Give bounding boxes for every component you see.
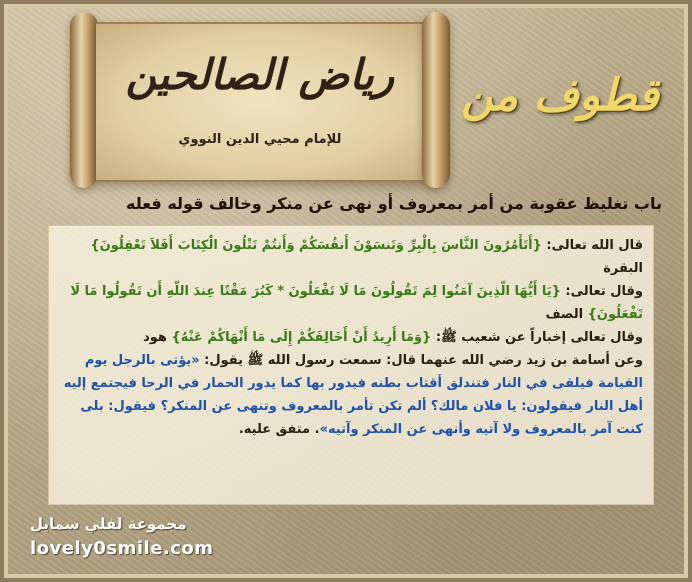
- text-panel: [48, 225, 654, 505]
- book-title: رياض الصالحين: [125, 50, 395, 99]
- hadith-ref: . متفق عليه.: [238, 422, 320, 437]
- verse-intro: وقال تعالى إخباراً عن شعيب ﷺ:: [431, 330, 643, 345]
- verse-ref: هود: [143, 330, 172, 345]
- scroll-banner: [70, 12, 450, 188]
- footer-group-name: مجموعة لفلي سمايل: [30, 515, 187, 533]
- verse-text: {وَمَا أُرِيدُ أَنْ أُخَالِفَكُمْ إِلَى مَا أَنْهَاكُمْ عَنْهُ}: [171, 330, 432, 345]
- chapter-title: باب تغليظ عقوبة من أمر بمعروف أو نهى عن منكر وخالف قوله فعله: [126, 194, 662, 213]
- scroll-roll-left: [70, 12, 98, 188]
- verse-baqarah: [59, 234, 643, 280]
- scroll-roll-right: [422, 12, 450, 188]
- qutuf-label: قطوف من: [461, 70, 659, 121]
- hadith: [59, 349, 643, 441]
- footer-site: lovely0smile.com: [30, 538, 214, 559]
- scroll-parchment: [96, 22, 430, 182]
- verse-intro: وقال تعالى:: [560, 284, 643, 299]
- verse-intro: قال الله تعالى:: [541, 238, 643, 253]
- verse-text: {يَا أَيُّهَا الَّذِينَ آمَنُوا لِمَ تَقُولُونَ مَا لَا تَفْعَلُونَ * كَبُرَ مَقْتًا عِندَ اللَّهِ أَن تَقُولُوا مَا لَا تَفْعَلُونَ}: [70, 284, 643, 322]
- hadith-text: «يؤتى بالرجل يوم القيامة فيلقى في النار فتندلق أقتاب بطنه فيدور بها كما يدور الحمار في الرحا فيجتمع إليه أهل النار فيقولون: يا فلان مالك؟ ألم تكن تأمر بالمعروف وتنهى عن المنكر؟ فيقول: بلى كنت آمر بالمعروف ولا آتيه وأنهى عن المنكر وآتيه»: [63, 353, 643, 437]
- verse-text: {أَتَأْمُرُونَ النَّاسَ بِالْبِرِّ وَتَنسَوْنَ أَنفُسَكُمْ وَأَنتُمْ تَتْلُونَ الْكِتَابَ أَفَلاَ تَعْقِلُونَ}: [90, 238, 542, 253]
- verse-ref: البقرة: [603, 261, 643, 276]
- book-author: للإمام محيي الدين النووي: [178, 132, 342, 147]
- verse-ref: الصف: [545, 307, 588, 322]
- hadith-intro: وعن أسامة بن زيد رضي الله عنهما قال: سمعت رسول الله ﷺ يقول:: [199, 353, 643, 368]
- verse-saff: [59, 280, 643, 326]
- verse-hud: [59, 326, 643, 349]
